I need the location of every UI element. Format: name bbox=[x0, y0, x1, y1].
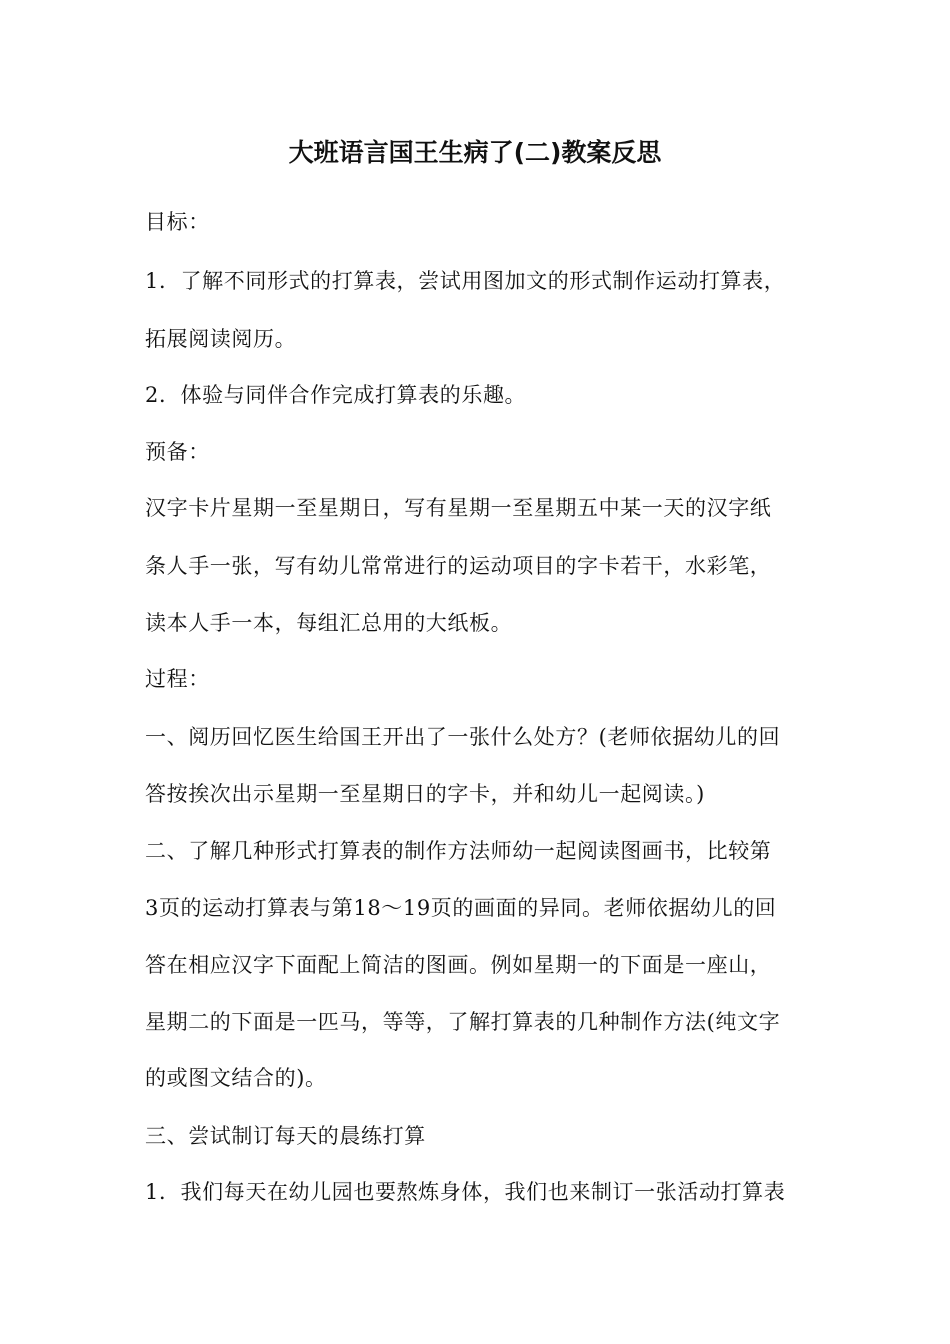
document-title: 大班语言国王生病了(二)教案反思 bbox=[288, 138, 662, 167]
text-line: 条人手一张，写有幼儿常常进行的运动项目的字卡若干，水彩笔， bbox=[145, 554, 772, 578]
text-line: 过程： bbox=[145, 667, 210, 691]
text-line: 3页的运动打算表与第18～19页的画面的异同。老师依据幼儿的回 bbox=[145, 896, 777, 920]
text-line: 1．我们每天在幼儿园也要熬炼身体，我们也来制订一张活动打算表 bbox=[145, 1180, 786, 1204]
text-line: 汉字卡片星期一至星期日，写有星期一至星期五中某一天的汉字纸 bbox=[145, 496, 772, 520]
text-line: 2．体验与同伴合作完成打算表的乐趣。 bbox=[145, 383, 527, 407]
text-line: 星期二的下面是一匹马，等等，了解打算表的几种制作方法(纯文字 bbox=[145, 1010, 781, 1034]
text-line: 一、阅历回忆医生给国王开出了一张什么处方？(老师依据幼儿的回 bbox=[145, 725, 781, 749]
text-line: 预备： bbox=[145, 440, 210, 464]
text-line: 读本人手一本，每组汇总用的大纸板。 bbox=[145, 611, 513, 635]
text-line: 三、尝试制订每天的晨练打算 bbox=[145, 1124, 426, 1148]
text-line: 目标： bbox=[145, 210, 210, 234]
text-line: 1．了解不同形式的打算表，尝试用图加文的形式制作运动打算表， bbox=[145, 269, 786, 293]
text-line: 的或图文结合的)。 bbox=[145, 1066, 327, 1090]
text-line: 答按挨次出示星期一至星期日的字卡，并和幼儿一起阅读。) bbox=[145, 782, 705, 806]
text-line: 答在相应汉字下面配上简洁的图画。例如星期一的下面是一座山， bbox=[145, 953, 772, 977]
text-line: 二、了解几种形式打算表的制作方法师幼一起阅读图画书，比较第 bbox=[145, 839, 772, 863]
text-line: 拓展阅读阅历。 bbox=[145, 327, 297, 351]
